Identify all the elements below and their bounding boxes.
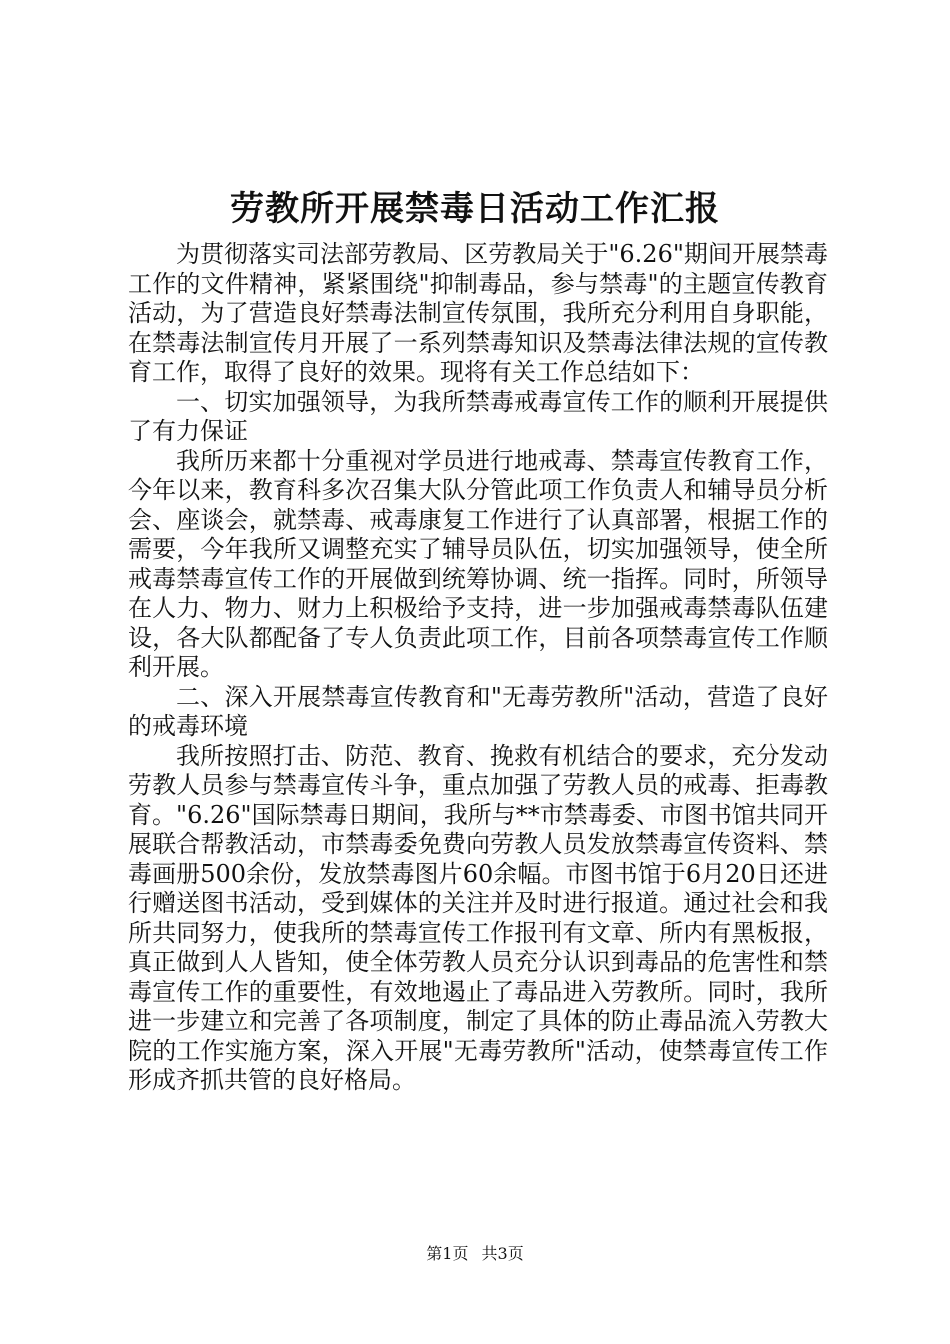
paragraph-section-2: 我所按照打击、防范、教育、挽救有机结合的要求，充分发动劳教人员参与禁毒宣传斗争，重点加强了劳教人员的戒毒、拒毒教育。"6.26"国际禁毒日期间，我所与**市禁毒委、市图书馆共同开展联合帮教活动，市禁毒委免费向劳教人员发放禁毒宣传资料、禁毒画册500余份，发放禁毒图片60余幅。市图书馆于6月20日还进行赠送图书活动，受到媒体的关注并及时进行报道。通过社会和我所共同努力，使我所的禁毒宣传工作报刊有文章、所内有黑板报，真正做到人人皆知，使全体劳教人员充分认识到毒品的危害性和禁毒宣传工作的重要性，有效地遏止了毒品进入劳教所。同时，我所进一步建立和完善了各项制度，制定了具体的防止毒品流入劳教大院的工作实施方案，深入开展"无毒劳教所"活动，使禁毒宣传工作形成齐抓共管的良好格局。 bbox=[128, 741, 828, 1094]
paragraph-intro: 为贯彻落实司法部劳教局、区劳教局关于"6.26"期间开展禁毒工作的文件精神，紧紧围绕"抑制毒品，参与禁毒"的主题宣传教育活动，为了营造良好禁毒法制宣传氛围，我所充分利用自身职能，在禁毒法制宣传月开展了一系列禁毒知识及禁毒法律法规的宣传教育工作，取得了良好的效果。现将有关工作总结如下： bbox=[128, 240, 828, 386]
document-body bbox=[128, 240, 828, 1096]
page-total: 共3页 bbox=[481, 1244, 524, 1263]
paragraph-section-1: 我所历来都十分重视对学员进行地戒毒、禁毒宣传教育工作，今年以来，教育科多次召集大队分管此项工作负责人和辅导员分析会、座谈会，就禁毒、戒毒康复工作进行了认真部署，根据工作的需要，今年我所又调整充实了辅导员队伍，切实加强领导，使全所戒毒禁毒宣传工作的开展做到统筹协调、统一指挥。同时，所领导在人力、物力、财力上积极给予支持，进一步加强戒毒禁毒队伍建设，各大队都配备了专人负责此项工作，目前各项禁毒宣传工作顺利开展。 bbox=[128, 446, 828, 681]
section-heading-2: 二、深入开展禁毒宣传教育和"无毒劳教所"活动，营造了良好的戒毒环境 bbox=[128, 682, 828, 740]
page-footer bbox=[0, 1243, 950, 1265]
section-heading-1: 一、切实加强领导，为我所禁毒戒毒宣传工作的顺利开展提供了有力保证 bbox=[128, 387, 828, 445]
document-title: 劳教所开展禁毒日活动工作汇报 bbox=[230, 189, 720, 229]
page-number: 第1页 bbox=[426, 1244, 469, 1263]
